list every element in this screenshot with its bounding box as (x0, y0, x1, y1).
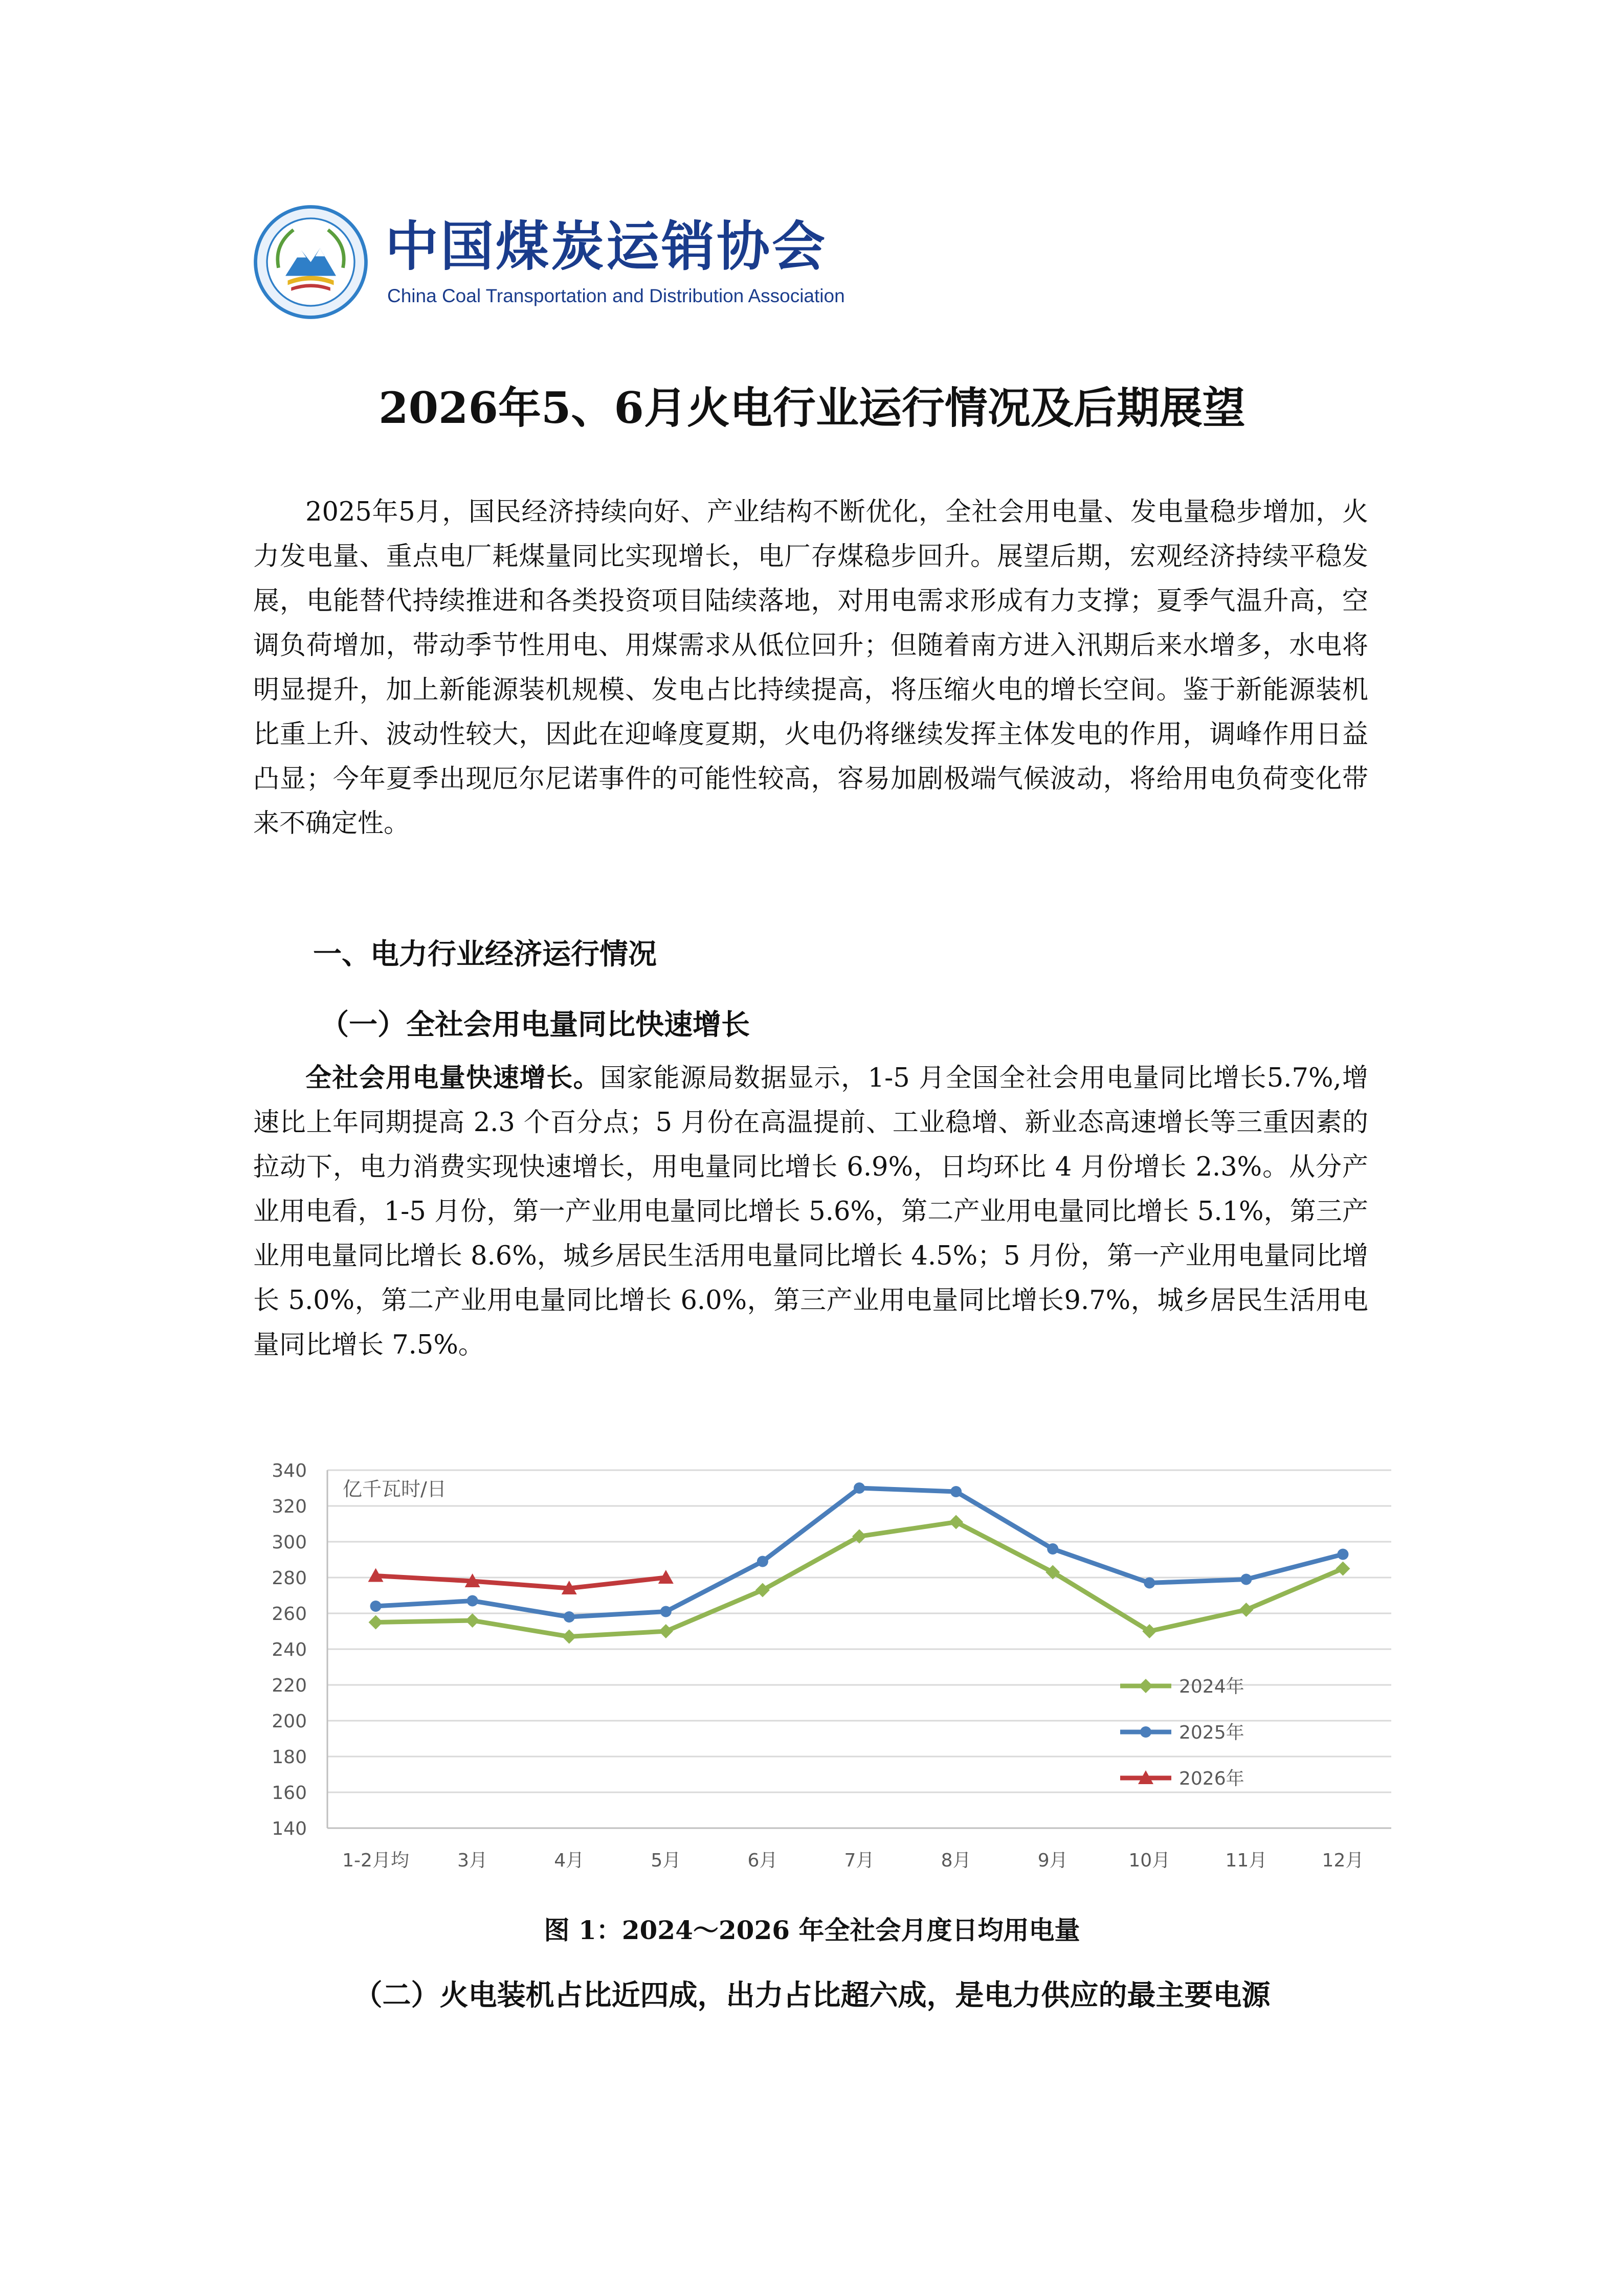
legend-entry: 2026年 (1179, 1768, 1244, 1789)
y-tick-label: 280 (272, 1568, 307, 1589)
data-point (1336, 1562, 1350, 1576)
section-heading-1: 一、电力行业经济运行情况 (313, 938, 657, 971)
paragraph-lead: 全社会用电量快速增长。 (305, 1063, 600, 1093)
data-point (1140, 1726, 1151, 1738)
data-point (562, 1630, 576, 1644)
data-point (660, 1606, 672, 1617)
data-point (757, 1556, 768, 1567)
y-tick-label: 220 (272, 1675, 307, 1696)
legend-entry: 2024年 (1179, 1676, 1244, 1697)
association-emblem-icon (253, 205, 368, 320)
y-tick-label: 140 (272, 1818, 307, 1839)
legend-entry: 2025年 (1179, 1722, 1244, 1743)
figure-caption: 图 1：2024～2026 年全社会月度日均用电量 (544, 1915, 1080, 1945)
data-point (1047, 1543, 1058, 1555)
data-point (1144, 1578, 1155, 1589)
y-tick-label: 300 (272, 1532, 307, 1553)
x-tick-label: 11月 (1225, 1850, 1267, 1871)
y-tick-label: 260 (272, 1604, 307, 1625)
x-tick-label: 9月 (1037, 1850, 1068, 1871)
y-tick-label: 240 (272, 1639, 307, 1660)
data-point (564, 1611, 575, 1623)
x-tick-label: 6月 (747, 1850, 778, 1871)
paragraph-body: 国家能源局数据显示，1-5 月全国全社会用电量同比增长5.7%,增速比上年同期提高 2.3 个百分点；5 月份在高温提前、工业稳增、新业态高速增长等三重因素的拉动下，电力消费实现快速增长，用电量同比增长 6.9%，日均环比 4 月份增长 2.3%。从分产业用电看，1-5 月份，第一产业用电量同比增长 5.6%，第二产业用电量同比增长 5.1%，第三产业用电量同比增长 8.6%，城乡居民生活用电量同比增长 4.5%；5 月份，第一产业用电量同比增长 5.0%，第二产业用电量同比增长 6.0%，第三产业用电量同比增长9.7%，城乡居民生活用电量同比增长 7.5%。 (253, 1063, 1368, 1360)
data-point (1239, 1603, 1253, 1617)
org-name-cn: 中国煤炭运销协会 (385, 215, 828, 278)
y-tick-label: 180 (272, 1747, 307, 1768)
subsection-heading-2: （二）火电装机占比近四成，出力占比超六成，是电力供应的最主要电源 (353, 1979, 1271, 2012)
org-name-en: China Coal Transportation and Distribution Association (387, 285, 845, 306)
y-tick-label: 340 (272, 1460, 307, 1481)
data-point (659, 1624, 673, 1638)
electricity-consumption-paragraph (253, 1056, 1368, 1367)
x-tick-label: 8月 (941, 1850, 971, 1871)
intro-paragraph: 2025年5月，国民经济持续向好、产业结构不断优化，全社会用电量、发电量稳步增加，火力发电量、重点电厂耗煤量同比实现增长，电厂存煤稳步回升。展望后期，宏观经济持续平稳发展，电能替代持续推进和各类投资项目陆续落地，对用电需求形成有力支撑；夏季气温升高，空调负荷增加，带动季节性用电、用煤需求从低位回升；但随着南方进入汛期后来水增多，水电将明显提升，加上新能源装机规模、发电占比持续提高，将压缩火电的增长空间。鉴于新能源装机比重上升、波动性较大，因此在迎峰度夏期，火电仍将继续发挥主体发电的作用，调峰作用日益凸显；今年夏季出现厄尔尼诺事件的可能性较高，容易加剧极端气候波动，将给用电负荷变化带来不确定性。 (253, 497, 1368, 839)
data-point (465, 1613, 480, 1628)
data-point (467, 1595, 478, 1607)
data-point (950, 1486, 962, 1497)
letterhead (253, 205, 887, 327)
data-point (1337, 1549, 1348, 1560)
x-tick-label: 12月 (1322, 1850, 1364, 1871)
data-point (369, 1615, 383, 1630)
x-tick-label: 5月 (651, 1850, 681, 1871)
x-tick-label: 1-2月均 (342, 1850, 409, 1871)
y-tick-label: 160 (272, 1783, 307, 1804)
series-line (376, 1488, 1343, 1617)
x-tick-label: 7月 (844, 1850, 875, 1871)
y-tick-label: 320 (272, 1496, 307, 1517)
x-tick-label: 4月 (554, 1850, 585, 1871)
data-point (370, 1601, 382, 1612)
daily-electricity-line-chart (246, 1450, 1401, 1889)
document-title: 2026年5、6月火电行业运行情况及后期展望 (379, 382, 1245, 433)
data-point (854, 1482, 865, 1494)
x-tick-label: 3月 (457, 1850, 488, 1871)
y-tick-label: 200 (272, 1711, 307, 1732)
data-point (1139, 1679, 1153, 1693)
y-axis-unit-label: 亿千瓦时/日 (343, 1478, 447, 1500)
subsection-heading-1: （一）全社会用电量同比快速增长 (320, 1008, 750, 1042)
data-point (1240, 1574, 1252, 1585)
x-tick-label: 10月 (1128, 1850, 1171, 1871)
